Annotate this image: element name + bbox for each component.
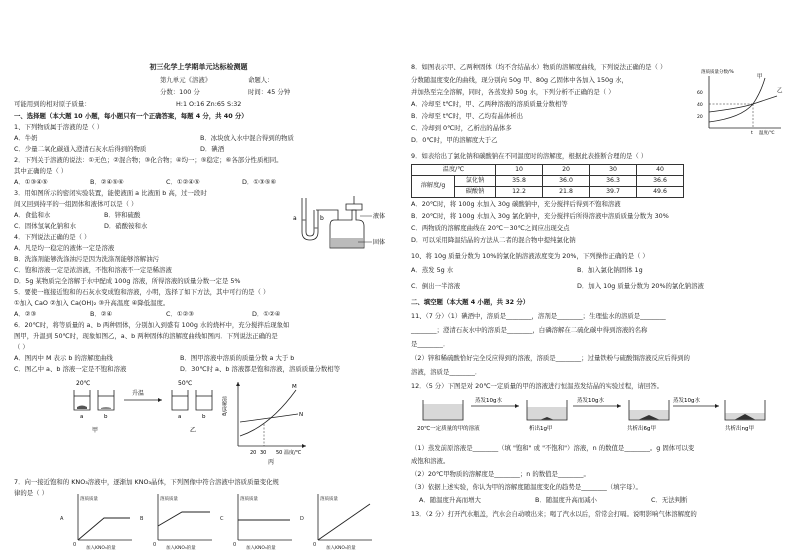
q7-c-xlab: 加入KNO₃的量 bbox=[246, 546, 276, 551]
q7-d-origin: 0 bbox=[313, 542, 317, 548]
q8-stem-3: 并加热至完全溶解，同时，各蒸发掉 50g 水，下列分析不正确的是（ ） bbox=[411, 88, 615, 96]
q11-line-5: 溶液，溶质是________． bbox=[411, 368, 482, 376]
q5-option-c: C．①②③ bbox=[166, 310, 195, 318]
q3-option-d: D．硝酸铵和水 bbox=[104, 222, 148, 230]
q3-option-a: A．食盐和水 bbox=[14, 211, 51, 219]
q10-option-d: D．加入 10g 质量分数为 20%的氯化钠溶液 bbox=[577, 282, 704, 290]
q6-temp-20: 20℃ bbox=[76, 380, 91, 387]
q12-part-1b: 成饱和溶液。 bbox=[411, 457, 450, 465]
curve-N bbox=[240, 414, 298, 422]
q7-b-origin: 0 bbox=[153, 542, 157, 548]
q8-option-a: A．冷却至 t℃时，甲、乙两种溶液的溶质质量分数相等 bbox=[411, 100, 568, 108]
u-tube bbox=[302, 198, 318, 240]
q6-option-c: C．图乙中 a、b 溶液一定是不饱和溶液 bbox=[14, 365, 127, 373]
q7-graph-c bbox=[220, 494, 292, 551]
q6-stem-2: 图甲，升温到 50℃时，现象如图乙，a、b 两种固体的溶解度曲线如图丙．下列说法正确的是 bbox=[14, 332, 278, 340]
q8-y-40: 40 bbox=[697, 103, 703, 108]
q9-stem: 9．如表给出了氯化钠和碳酸钠在不同温度时的溶解度，根据此表推断合理的是（ ） bbox=[411, 152, 648, 160]
q8-y-60: 60 bbox=[697, 91, 703, 96]
q12-state-1: 析出1g甲 bbox=[529, 426, 553, 432]
q5-stem: 5．要使一瓶接近饱和的石灰水变成饱和溶液，小明，选择了如下方法，其中可行的是（ ） bbox=[14, 288, 270, 296]
q7-a-origin: 0 bbox=[73, 542, 77, 548]
q4-option-d: D．5g 某物质完全溶解于水中配成 100g 溶液，所得溶液的质量分数一定是 5% bbox=[14, 277, 241, 285]
q8-stem-2: 分数随温度变化的曲线，现分别向 50g 甲、80g 乙固体中各加入 150g 水， bbox=[411, 76, 628, 84]
q6-temp-50: 50℃ bbox=[178, 380, 193, 387]
q8-label-yi: 乙 bbox=[777, 88, 783, 94]
section-choice-title: 一、选择题（本大题 10 小题，每小题只有一个正确答案，每题 4 分，共 40 分） bbox=[14, 112, 248, 120]
q6-y-axis-label: 溶解度/g bbox=[221, 396, 227, 416]
q2-option-b: B．②④⑤⑥ bbox=[90, 178, 124, 186]
q6-yi-caption: 乙 bbox=[190, 427, 197, 434]
q7-graph-b bbox=[140, 494, 212, 551]
q8-x-axis-label: 温度/℃ bbox=[759, 131, 775, 136]
q9-row-nacl: 氯化钠 bbox=[455, 176, 496, 187]
q6-jia-a-label: a bbox=[80, 414, 84, 420]
curve-jia bbox=[709, 78, 765, 122]
q12-stem: 12．（5 分）下图是对 20℃一定质量的甲的溶液进行恒温蒸发结晶的实验过程，请回答。 bbox=[411, 382, 664, 390]
q7-stem: 7．向一接近饱和的 KNO₃溶液中，逐渐加 KNO₃晶体，下列图像中符合溶液中溶质质量变化规 bbox=[14, 478, 279, 486]
q8-stem: 8．如图表示甲、乙两种固体（均不含结晶水）物质的溶解度曲线，下列说法正确的是（ ） bbox=[411, 63, 667, 71]
q3-stem-2: 间又回到持平的一组固体和液体可以是（ ） bbox=[14, 200, 138, 208]
q6-yi-a-label: a bbox=[178, 414, 182, 420]
q4-option-b: B．洗涤剂能够洗涤油污是因为洗涤剂能够溶解油污 bbox=[14, 255, 159, 263]
q6-x-30: 30 bbox=[260, 450, 267, 456]
q5-option-a: A．②③ bbox=[14, 310, 37, 318]
q9-solubility-table bbox=[411, 164, 684, 198]
q8-y-axis-label: 溶质质量分数/% bbox=[701, 70, 734, 75]
q7-stem-2: 律的是（ ） bbox=[14, 489, 48, 497]
q1-option-c: C．少量二氧化碳通入澄清石灰水后得到的物质 bbox=[14, 145, 147, 153]
q3-label-solid: 固体 bbox=[373, 239, 386, 246]
paper-time: 时间：45 分钟 bbox=[248, 88, 291, 96]
q6-solubility-chart bbox=[221, 382, 306, 466]
q7-b-xlab: 加入KNO₃的量 bbox=[166, 546, 196, 551]
q12-part-2: （2）20℃甲物质的溶解度是________；n 的数值是________。 bbox=[411, 470, 590, 478]
q9-na2co3-20: 21.8 bbox=[543, 187, 590, 198]
q9-nacl-30: 36.3 bbox=[590, 176, 637, 187]
curve-yi bbox=[709, 96, 777, 112]
q7-c-origin: 0 bbox=[233, 542, 237, 548]
q13-stem: 13．（2 分）打开汽水瓶盖，汽水会自动喷出来；喝了汽水以后，常常会打嗝。说明影响气体溶解度的 bbox=[411, 510, 697, 518]
atomic-mass-values: H:1 O:16 Zn:65 S:32 bbox=[176, 100, 242, 108]
q12-option-b: B．随温度升高而减小 bbox=[535, 496, 597, 504]
q10-option-a: A．蒸发 5g 水 bbox=[411, 266, 454, 274]
q5-option-b: B．②④ bbox=[90, 310, 113, 318]
q2-option-d: D．①③⑤⑥ bbox=[242, 178, 277, 186]
q11-line-4: （2）锌和稀硫酸恰好完全反应得到的溶液，溶质是________；过量铁粉与硫酸铜溶液反应后得到的 bbox=[411, 354, 690, 362]
q6-x-20: 20 bbox=[250, 450, 257, 456]
q9-temp-20: 20 bbox=[543, 165, 590, 176]
q9-na2co3-10: 12.2 bbox=[496, 187, 543, 198]
q12-option-a: A．随温度升高而增大 bbox=[419, 496, 481, 504]
dropper bbox=[346, 204, 362, 210]
q12-part-3: （3）依据上述实验，你认为甲的溶解度随温度变化的趋势是________（填字母）。 bbox=[411, 483, 642, 491]
q9-temp-40: 40 bbox=[637, 165, 684, 176]
q12-state-2: 共析出6g甲 bbox=[627, 426, 656, 432]
q6-stem-3: （ ） bbox=[14, 343, 29, 351]
q6-label-N: N bbox=[299, 412, 304, 418]
q6-jia-b-label: b bbox=[104, 414, 108, 420]
q12-part-1: （1）蒸发前原溶液是________（填 "饱和" 或 "不饱和"）溶液，n 的数值是________。g 固体可以变 bbox=[411, 444, 695, 452]
q1-option-b: B．冰块放入水中混合得到的物质 bbox=[200, 134, 294, 142]
q12-evap-2: 蒸发10g水 bbox=[577, 398, 604, 404]
q9-na2co3-30: 39.7 bbox=[590, 187, 637, 198]
q9-nacl-20: 36.0 bbox=[543, 176, 590, 187]
q6-figure bbox=[70, 376, 310, 470]
section-fill-title: 二、填空题（本大题 4 小题，共 32 分） bbox=[411, 298, 530, 306]
q7-b-ylab: 溶质质量 bbox=[160, 497, 178, 502]
q10-option-b: B．加入氯化钠固体 1g bbox=[577, 266, 643, 274]
q3-stem: 3．用如图所示的密闭实验装置，能使液面 a 比液面 b 高，过一段时 bbox=[14, 189, 207, 197]
solution-0 bbox=[424, 404, 463, 420]
q6-option-b: B．图甲溶液中溶质的质量分数 a 大于 b bbox=[180, 354, 295, 362]
q6-option-d: D．30℃时 a、b 溶液都是饱和溶液，溶质质量分数相等 bbox=[180, 365, 341, 373]
q7-d-ylab: 溶质质量 bbox=[320, 497, 338, 502]
q3-label-a: a bbox=[293, 215, 297, 222]
q9-option-c: C．两物质的溶解度曲线在 20℃－30℃之间应出现交点 bbox=[411, 224, 570, 232]
q2-stem: 2．下列关于溶液的说法：①无色；②混合物；③化合物；④均一；⑤稳定；⑥各部分性质相同。 bbox=[14, 156, 283, 164]
q9-option-b: B．20℃时，将 100g 水加入 30g 氯化钠中，充分搅拌后所得溶液中溶质质量分数为 30% bbox=[411, 212, 669, 220]
q9-row-na2co3: 碳酸钠 bbox=[455, 187, 496, 198]
beaker-yi-a bbox=[172, 390, 188, 410]
q6-label-M: M bbox=[292, 384, 297, 390]
q11-line-3: 是________． bbox=[411, 340, 450, 348]
q3-option-c: C．固体氢氧化钠和水 bbox=[14, 222, 76, 230]
q12-evap-3: 蒸发10g水 bbox=[673, 398, 700, 404]
q4-option-a: A．凡是均一稳定的液体一定是溶液 bbox=[14, 244, 115, 252]
q11-line-1: 11、（7 分）（1）碘酒中，溶质是________，溶剂是________；生理盐水的溶质是________ bbox=[411, 312, 666, 320]
undissolved-b bbox=[101, 407, 111, 409]
q3-option-b: B．锌和硫酸 bbox=[104, 211, 141, 219]
q7-c-ylab: 溶质质量 bbox=[240, 497, 258, 502]
q7-c-label: C bbox=[220, 516, 224, 522]
q7-d-label: D bbox=[300, 516, 304, 522]
beaker-yi-b bbox=[196, 390, 212, 410]
q3-label-b: b bbox=[320, 215, 324, 222]
q9-temp-header: 温度/℃ bbox=[412, 165, 496, 176]
q6-stem: 6．20℃时，将等质量的 a、b 两种固体，分别加入到盛有 100g 水的烧杯中，充分搅拌后现象如 bbox=[14, 321, 290, 329]
flask-solid bbox=[331, 238, 363, 248]
undissolved-a bbox=[77, 406, 87, 410]
q6-x-axis-label: 温度/℃ bbox=[284, 450, 302, 456]
q9-nacl-40: 36.6 bbox=[637, 176, 684, 187]
q4-stem: 4．下列说法正确的是（ ） bbox=[14, 233, 91, 241]
q3-apparatus-figure bbox=[290, 190, 390, 252]
q7-a-label: A bbox=[60, 516, 64, 522]
q9-solubility-header: 溶解度/g bbox=[412, 176, 455, 198]
paper-author: 命题人： bbox=[248, 76, 274, 84]
q6-bing-caption: 丙 bbox=[268, 459, 275, 466]
q7-b-label: B bbox=[140, 516, 144, 522]
q1-stem: 1、下列物质属于溶液的是（ ） bbox=[14, 123, 104, 131]
q3-label-liquid: 液体 bbox=[373, 213, 386, 220]
q7-graph-a bbox=[60, 494, 132, 551]
q9-temp-10: 10 bbox=[496, 165, 543, 176]
q8-option-c: C．冷却到 0℃时，乙析出的晶体多 bbox=[411, 124, 512, 132]
q7-d-xlab: 加入KNO₃的量 bbox=[326, 546, 356, 551]
q2-option-c: C．①②④⑤ bbox=[166, 178, 200, 186]
q9-option-a: A．20℃时，将 100g 水加入 30g 碳酸钠中，充分搅拌后得到不饱和溶液 bbox=[411, 200, 621, 208]
q10-stem: 10、将 10g 质量分数为 10%的氯化钠溶液浓度变为 20%，下列操作正确的是（ ） bbox=[411, 252, 649, 260]
q12-process-figure bbox=[417, 392, 787, 434]
paper-title: 初三化学上学期单元达标检测题 bbox=[149, 63, 248, 71]
q1-option-a: A．牛奶 bbox=[14, 134, 38, 142]
q10-option-c: C．倒出一半溶液 bbox=[411, 282, 461, 290]
q12-option-c: C．无法判断 bbox=[651, 496, 688, 504]
curve-M bbox=[240, 390, 296, 436]
paper-unit: 第九单元《溶液》 bbox=[160, 76, 212, 84]
q7-a-ylab: 溶质质量 bbox=[80, 497, 98, 502]
q8-label-jia: 甲 bbox=[757, 74, 763, 80]
q8-x-t: t bbox=[751, 131, 753, 136]
q9-nacl-10: 35.8 bbox=[496, 176, 543, 187]
q9-temp-30: 30 bbox=[590, 165, 637, 176]
q2-stem-2: 其中正确的是（ ） bbox=[14, 167, 68, 175]
q4-option-c: C．饱和溶液一定是浓溶液，不饱和溶液不一定是稀溶液 bbox=[14, 266, 172, 274]
q12-evap-1: 蒸发10g水 bbox=[475, 398, 502, 404]
q5-option-d: D．①②④ bbox=[252, 310, 281, 318]
q8-option-b: B．冷却至 t℃时，甲、乙均有晶体析出 bbox=[411, 112, 523, 120]
q8-y-20: 20 bbox=[697, 115, 703, 120]
q7-a-xlab: 加入KNO₃的量 bbox=[86, 546, 116, 551]
q7-graph-d bbox=[300, 494, 372, 551]
q6-option-a: A．图丙中 M 表示 b 的溶解度曲线 bbox=[14, 354, 113, 362]
q7-graphs bbox=[60, 490, 380, 552]
q9-option-d: D．可以采用降温结晶的方法从二者的混合物中提纯氯化钠 bbox=[411, 236, 576, 244]
q6-heat-label: 升温 bbox=[132, 390, 145, 397]
q9-na2co3-40: 49.6 bbox=[637, 187, 684, 198]
q1-option-d: D．碘酒 bbox=[200, 145, 225, 153]
q6-yi-b-label: b bbox=[202, 414, 206, 420]
q5-conditions: ①加入 CaO ②加入 Ca(OH)₂ ③升高温度 ④降低温度。 bbox=[14, 299, 170, 307]
q11-line-2: ________；澄清石灰水中的溶质是________，白磷溶解在二硫化碳中得到溶液的名称 bbox=[411, 326, 648, 334]
q12-state-3: 共析出ng甲 bbox=[725, 426, 754, 432]
q6-x-50: 50 bbox=[276, 450, 283, 456]
q6-jia-caption: 甲 bbox=[92, 427, 99, 434]
paper-score: 分数：100 分 bbox=[160, 88, 200, 96]
q8-chart bbox=[693, 66, 789, 140]
q8-option-d: D．0℃时，甲的溶解度大于乙 bbox=[411, 136, 498, 144]
q2-option-a: A．①③④⑤ bbox=[14, 178, 48, 186]
atomic-mass-label: 可能用到的相对原子质量： bbox=[14, 100, 91, 108]
q12-state-0: 20℃一定质量的甲的溶液 bbox=[417, 426, 480, 432]
